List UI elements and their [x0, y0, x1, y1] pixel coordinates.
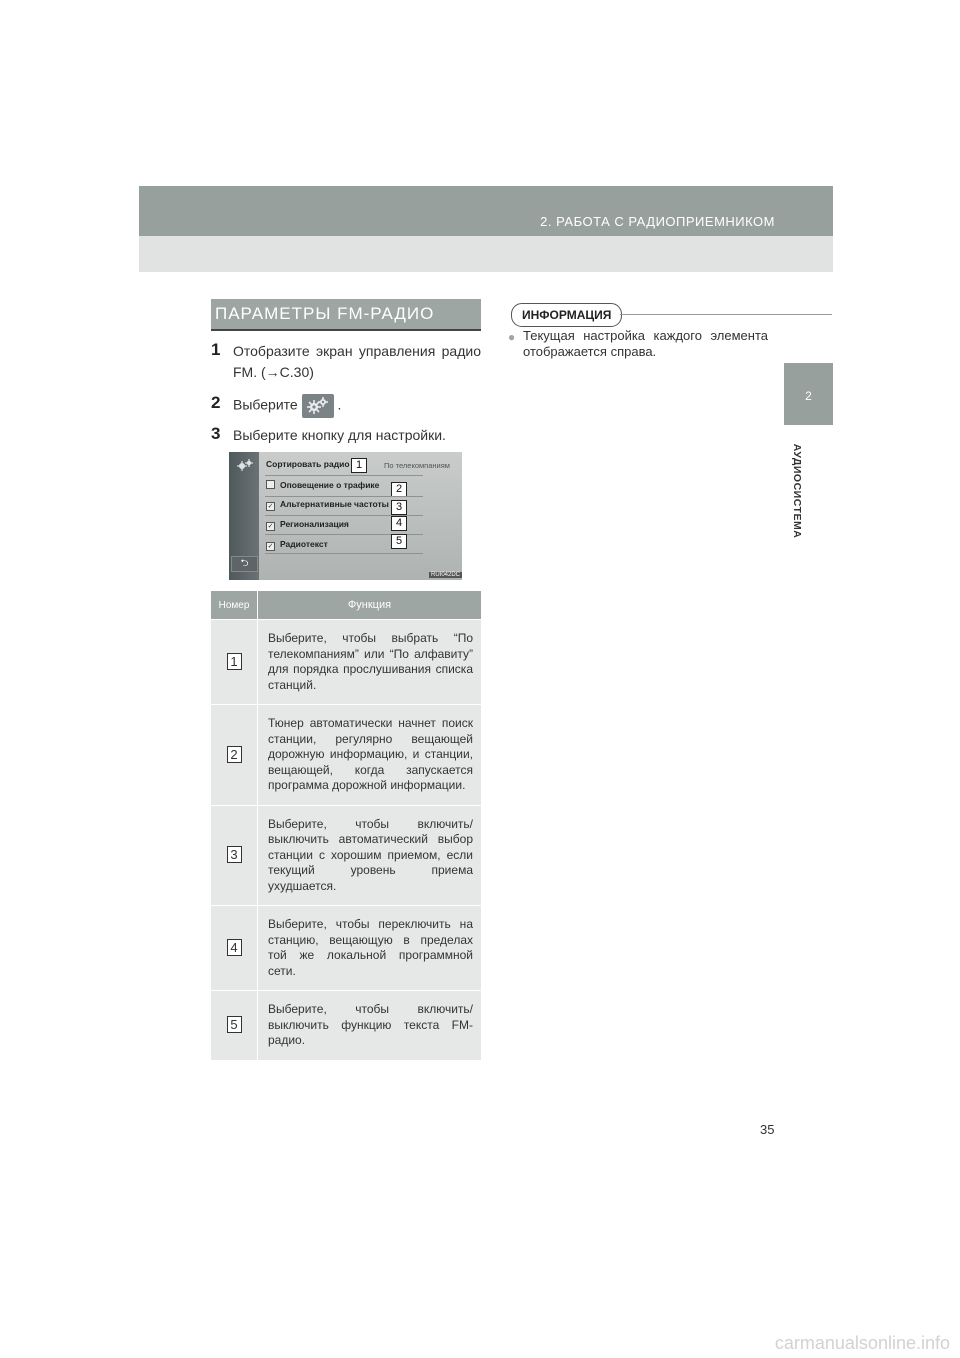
step-3 — [211, 425, 481, 446]
bullet-icon: ● — [508, 330, 516, 344]
callout-5: 5 — [391, 534, 407, 549]
section-title-text: ПАРАМЕТРЫ FM-РАДИО — [215, 304, 435, 323]
screen-row-sort — [266, 459, 350, 473]
row-number: 4 — [227, 939, 242, 956]
table-row — [211, 705, 481, 806]
checkbox-checked-icon: ✓ — [267, 543, 274, 550]
chapter-label-box — [762, 438, 832, 544]
watermark: carmanualsonline.info — [774, 1333, 950, 1353]
table-row — [211, 906, 481, 991]
callout-3: 3 — [391, 500, 407, 515]
screen-divider — [265, 553, 423, 554]
screen-divider — [265, 496, 423, 497]
step-text: Выберите — [233, 396, 298, 413]
header-band — [139, 186, 833, 236]
row-number: 1 — [227, 653, 242, 670]
section-title — [211, 299, 481, 329]
step-2 — [211, 394, 481, 418]
checkbox-checked-icon: ✓ — [267, 523, 274, 530]
info-text: Текущая настройка каждого элемента отображается справа. — [523, 328, 768, 359]
header-title: 2. РАБОТА С РАДИОПРИЕМНИКОМ — [540, 214, 775, 229]
screen-row-traffic — [266, 480, 379, 494]
row-number: 3 — [227, 846, 242, 863]
row-description: Выберите, чтобы включить/выключить автоматический выбор станции с хорошим приемом, если текущий уровень приема ухудшается. — [258, 805, 482, 906]
checkbox-unchecked — [266, 480, 275, 489]
function-table — [211, 591, 481, 1060]
step-text: Выберите кнопку для настройки. — [233, 427, 446, 443]
table-row — [211, 805, 481, 906]
chapter-number: 2 — [805, 389, 812, 403]
step-number: 1 — [211, 340, 221, 359]
row-description: Выберите, чтобы выбрать “По телекомпаниям” или “По алфавиту” для порядка прослушивания списка станций. — [258, 620, 482, 705]
screen-row-label: Альтернативные частоты — [280, 499, 389, 509]
row-description: Выберите, чтобы переключить на станцию, вещающую в пределах той же локальной программной сети. — [258, 906, 482, 991]
step-1 — [211, 341, 481, 383]
info-divider — [620, 314, 832, 315]
step-number: 3 — [211, 424, 221, 443]
callout-2: 2 — [391, 482, 407, 497]
fm-settings-screen-image — [229, 452, 462, 580]
step-text: Отобразите экран управления радио FM. (→С.30) — [233, 343, 481, 380]
screen-gear-icon — [236, 458, 254, 477]
screen-sort-value: По телекомпаниям — [384, 461, 450, 470]
page-number: 35 — [760, 1122, 775, 1137]
row-number: 2 — [227, 746, 242, 763]
row-description: Выберите, чтобы включить/выключить функцию текста FM-радио. — [258, 991, 482, 1060]
image-code: RUI042DC — [431, 572, 461, 578]
table-header-number: Номер — [211, 591, 258, 620]
settings-gear-icon — [302, 394, 334, 418]
info-label: ИНФОРМАЦИЯ — [511, 303, 622, 327]
row-number: 5 — [227, 1016, 242, 1033]
row-description: Тюнер автоматически начнет поиск станции, регулярно вещающей дорожную информацию, и станции, вещающей, когда запускается программа дорожной информации. — [258, 705, 482, 806]
section-divider — [211, 329, 481, 331]
chapter-label: АУДИОСИСТЕМА — [791, 443, 803, 539]
header-subband — [139, 236, 833, 272]
screen-row-label: Регионализация — [280, 519, 349, 529]
table-header-function: Функция — [258, 591, 482, 620]
table-row — [211, 991, 481, 1060]
back-arrow-icon: ⮌ — [231, 556, 258, 572]
step-number: 2 — [211, 393, 221, 412]
screen-row-label: Оповещение о трафике — [280, 480, 380, 490]
step-text-end: . — [337, 396, 342, 413]
callout-1: 1 — [351, 458, 367, 473]
screen-divider — [265, 475, 423, 476]
screen-row-label: Сортировать радио — [266, 459, 350, 469]
screen-row-radiotext — [266, 539, 328, 553]
screen-row-af — [266, 499, 389, 513]
chapter-tab — [784, 363, 833, 425]
callout-4: 4 — [391, 516, 407, 531]
screen-row-region — [266, 519, 349, 533]
table-row — [211, 620, 481, 705]
screen-row-label: Радиотекст — [280, 539, 328, 549]
checkbox-checked-icon: ✓ — [267, 503, 274, 510]
